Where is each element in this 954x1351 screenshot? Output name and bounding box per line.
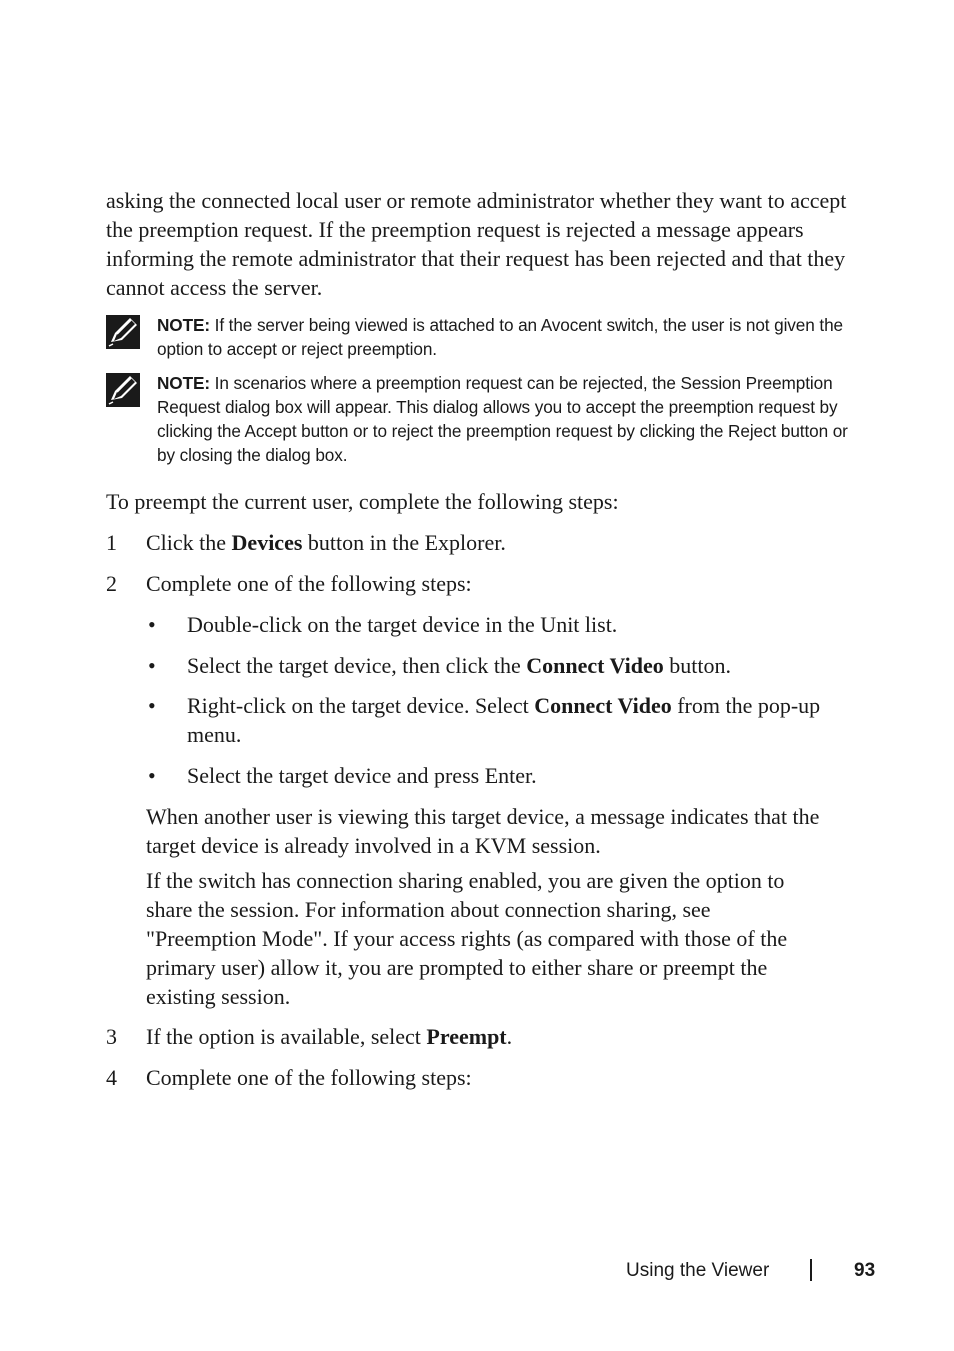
intro-paragraph [106, 186, 872, 302]
steps-intro [106, 487, 872, 516]
step-number: 1 [106, 530, 117, 555]
step-number: 3 [106, 1024, 117, 1049]
sharing-text: If the switch has connection sharing enabled, you are given the option to share the session. For information about connection sharing, see "Preemption Mode". If your access rights (as compared with those of the primary user) allow it, you are prompted to either share or preempt the existing session. [146, 868, 788, 1009]
bullet-item [146, 651, 872, 680]
bullet-text: button. [663, 653, 731, 678]
steps-intro-text: To preempt the current user, complete the following steps: [106, 489, 619, 514]
note-label: NOTE: [157, 373, 210, 393]
bullet-text: Double-click on the target device in the Unit list. [187, 612, 618, 637]
viewing-text: When another user is viewing this target device, a message indicates that the target device is already involved in a KVM session. [146, 804, 820, 858]
note-label: NOTE: [157, 315, 210, 335]
step-text: . [506, 1024, 513, 1049]
bullet-marker: • [148, 653, 156, 678]
bullet-text: from the pop-up menu. [187, 693, 821, 747]
ui-term: Connect Video [534, 693, 672, 718]
note-2 [106, 371, 866, 467]
step-text: Complete one of the following steps: [146, 571, 472, 596]
step-number: 4 [106, 1065, 117, 1090]
bullet-marker: • [148, 693, 156, 718]
note-1 [106, 313, 866, 361]
ui-term: Connect Video [526, 653, 664, 678]
ui-term: Preempt [426, 1024, 507, 1049]
bullet-item [146, 610, 872, 639]
step-text: Complete one of the following steps: [146, 1065, 472, 1090]
viewing-paragraph [146, 802, 826, 860]
step-text: If the option is available, select [146, 1024, 427, 1049]
bullet-marker: • [148, 763, 156, 788]
page-number: 93 [854, 1260, 876, 1281]
bullet-text: Right-click on the target device. Select [187, 693, 535, 718]
note-pencil-icon [106, 373, 140, 407]
bullet-item [146, 691, 872, 749]
note-text: In scenarios where a preemption request can be rejected, the Session Preemption Request dialog box will appear. This dialog allows you to accept the preemption request by clicking the Accept button or to reject the preemption request by clicking the Reject button or by closing the dialog box. [157, 373, 848, 465]
note-pencil-icon [106, 315, 140, 349]
bullet-text: Select the target device, then click the [187, 653, 527, 678]
step-text: button in the Explorer. [302, 530, 506, 555]
footer-section-title: Using the Viewer [626, 1260, 770, 1281]
bullet-item [146, 761, 872, 790]
step-number: 2 [106, 571, 117, 596]
intro-text: asking the connected local user or remote administrator whether they want to accept the preemption request. If the preemption request is rejected a message appears informing the remote administrator that their request has been rejected and that they cannot access the server. [106, 188, 847, 300]
note-text: If the server being viewed is attached to an Avocent switch, the user is not given the option to accept or reject preemption. [157, 315, 843, 359]
step-text: Click the [146, 530, 232, 555]
sharing-paragraph [146, 866, 826, 1011]
footer-divider [810, 1259, 812, 1281]
bullet-text: Select the target device and press Enter. [187, 763, 537, 788]
ui-term: Devices [231, 530, 303, 555]
bullet-marker: • [148, 612, 156, 637]
